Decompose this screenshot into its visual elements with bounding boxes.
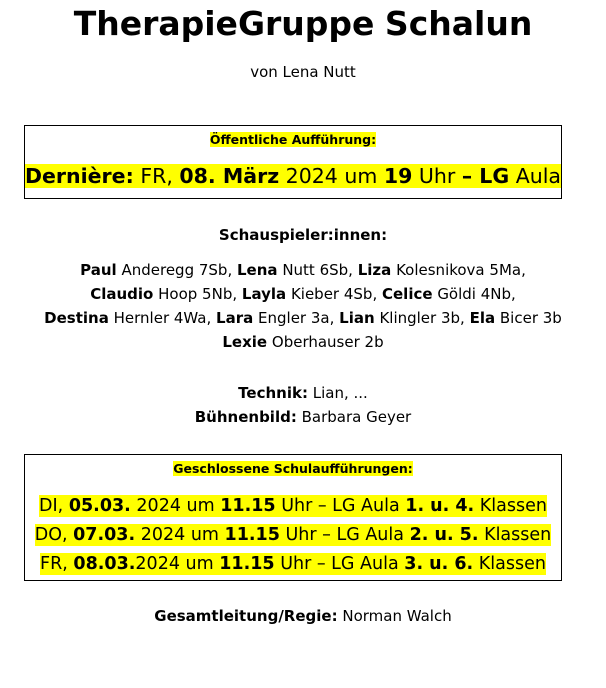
row-suffix: Klassen xyxy=(479,496,547,516)
cast-first-name: Claudio xyxy=(90,285,154,303)
row-time: 11.15 xyxy=(224,525,280,545)
row-classes: 1. u. 4. xyxy=(405,496,475,516)
school-performances-label: Geschlossene Schulaufführungen: xyxy=(173,461,413,476)
row-date: 07.03. xyxy=(73,525,136,545)
cast-list xyxy=(0,258,606,354)
row-day: DO, xyxy=(34,525,68,545)
cast-heading: Schauspieler:innen: xyxy=(218,226,388,244)
school-performance-rows xyxy=(25,492,561,579)
cast-rest: Engler 3a, xyxy=(258,309,335,327)
derniere-hour: 19 xyxy=(383,164,413,188)
row-day: FR, xyxy=(40,554,68,574)
title-gruppe: Gruppe xyxy=(237,4,375,43)
cast-rest: Kieber 4Sb, xyxy=(290,285,378,303)
derniere-day: FR, xyxy=(140,164,173,188)
public-performance-box xyxy=(24,125,562,199)
derniere-label: Dernière: xyxy=(25,164,134,188)
row-day: DI, xyxy=(39,496,64,516)
derniere-highlight xyxy=(25,164,561,188)
cast-first-name: Layla xyxy=(241,285,287,303)
row-time: 11.15 xyxy=(219,554,275,574)
technik-line xyxy=(0,381,606,405)
row-place: Uhr – LG Aula xyxy=(280,554,399,574)
cast-rest: Oberhauser 2b xyxy=(271,333,384,351)
school-performances-label-wrap xyxy=(25,460,561,477)
school-performance-row xyxy=(25,550,561,579)
public-performance-label-wrap xyxy=(25,131,561,148)
cast-rest: Hoop 5Nb, xyxy=(158,285,238,303)
author-line: von Lena Nutt xyxy=(250,63,356,81)
technik-value: Lian, ... xyxy=(312,384,368,402)
cast-first-name: Liza xyxy=(357,261,392,279)
page-title xyxy=(0,2,606,46)
technik-label: Technik: xyxy=(238,384,308,402)
buehnenbild-label: Bühnenbild: xyxy=(194,408,297,426)
cast-line xyxy=(0,282,606,306)
cast-rest: Anderegg 7Sb, xyxy=(121,261,233,279)
derniere-line xyxy=(25,162,561,190)
cast-first-name: Celice xyxy=(382,285,433,303)
row-place: Uhr – LG Aula xyxy=(281,496,400,516)
derniere-venue: Aula xyxy=(515,164,561,188)
cast-rest: Nutt 6Sb, xyxy=(282,261,353,279)
derniere-venue-bold: – LG xyxy=(461,164,510,188)
school-performances-box xyxy=(24,454,562,581)
cast-first-name: Destina xyxy=(44,309,109,327)
row-year: 2024 um xyxy=(140,525,219,545)
row-highlight xyxy=(40,553,546,575)
buehnenbild-value: Barbara Geyer xyxy=(301,408,412,426)
row-date: 08.03. xyxy=(73,554,136,574)
row-time: 11.15 xyxy=(220,496,276,516)
school-performance-row xyxy=(25,521,561,550)
cast-line xyxy=(0,306,606,330)
public-performance-label: Öffentliche Aufführung: xyxy=(209,132,377,147)
cast-rest: Göldi 4Nb, xyxy=(437,285,516,303)
row-classes: 2. u. 5. xyxy=(409,525,479,545)
derniere-date: 08. März xyxy=(179,164,280,188)
row-year: 2024 um xyxy=(136,496,215,516)
regie-value: Norman Walch xyxy=(342,607,452,625)
regie-line xyxy=(0,605,606,627)
row-place: Uhr – LG Aula xyxy=(285,525,404,545)
row-classes: 3. u. 6. xyxy=(404,554,474,574)
school-performance-row xyxy=(25,492,561,521)
derniere-uhr: Uhr xyxy=(418,164,456,188)
cast-rest: Bicer 3b xyxy=(499,309,562,327)
title-schalun: Schalun xyxy=(384,4,533,43)
row-date: 05.03. xyxy=(68,496,131,516)
row-highlight xyxy=(35,524,552,546)
row-year: 2024 um xyxy=(135,554,214,574)
cast-first-name: Lexie xyxy=(222,333,268,351)
cast-rest: Klingler 3b, xyxy=(379,309,465,327)
cast-first-name: Lara xyxy=(216,309,254,327)
cast-first-name: Lian xyxy=(339,309,375,327)
cast-rest: Kolesnikova 5Ma, xyxy=(396,261,526,279)
row-suffix: Klassen xyxy=(484,525,552,545)
cast-first-name: Paul xyxy=(80,261,117,279)
row-highlight xyxy=(39,495,547,517)
row-suffix: Klassen xyxy=(478,554,546,574)
cast-rest: Hernler 4Wa, xyxy=(113,309,212,327)
cast-line xyxy=(0,258,606,282)
regie-label: Gesamtleitung/Regie: xyxy=(154,607,338,625)
buehnenbild-line xyxy=(0,405,606,429)
title-therapie-initial: Therapie xyxy=(73,4,238,43)
cast-first-name: Lena xyxy=(237,261,278,279)
derniere-year: 2024 um xyxy=(285,164,378,188)
cast-first-name: Ela xyxy=(469,309,496,327)
cast-line xyxy=(0,330,606,354)
